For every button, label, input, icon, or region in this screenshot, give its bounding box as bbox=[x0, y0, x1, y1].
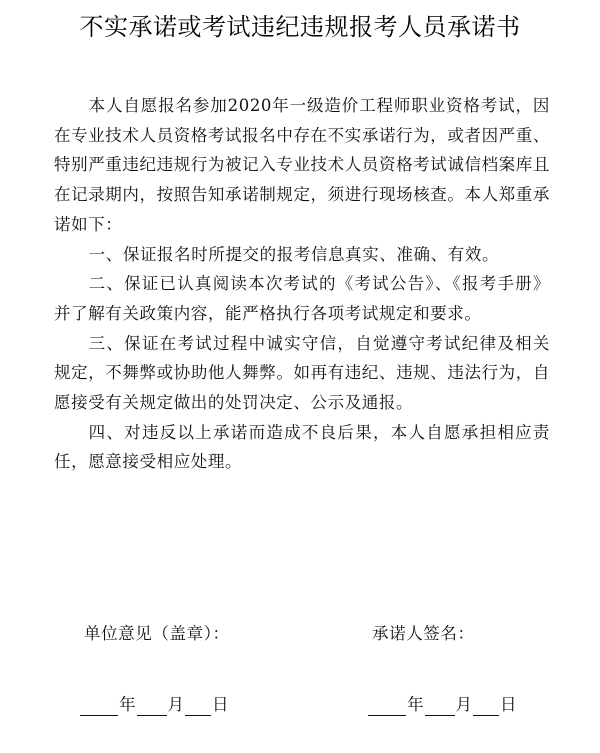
month-label: 月 bbox=[167, 695, 184, 714]
day-label: 日 bbox=[212, 695, 229, 714]
month-blank bbox=[137, 695, 167, 716]
year-label: 年 bbox=[119, 695, 136, 714]
year-blank bbox=[80, 695, 118, 716]
document-body bbox=[54, 91, 550, 477]
year-blank bbox=[368, 695, 406, 716]
document-title: 不实承诺或考试违纪违规报考人员承诺书 bbox=[79, 13, 521, 41]
pledger-signature-label: 承诺人签名： bbox=[372, 624, 475, 643]
intro-paragraph: 本人自愿报名参加2020年一级造价工程师职业资格考试，因在专业技术人员资格考试报名中存在不实承诺行为，或者因严重、特别严重违纪违规行为被记入专业技术人员资格考试诚信档案库且在记录期内，按照告知承诺制规定，须进行现场核查。本人郑重承诺如下： bbox=[54, 96, 550, 234]
unit-date bbox=[80, 694, 230, 716]
day-blank bbox=[185, 695, 211, 716]
year-label: 年 bbox=[407, 695, 424, 714]
date-row bbox=[0, 694, 600, 724]
month-blank bbox=[425, 695, 455, 716]
signature-row bbox=[0, 620, 600, 650]
pledge-item-1: 一、保证报名时所提交的报考信息真实、准确、有效。 bbox=[88, 244, 500, 264]
day-blank bbox=[473, 695, 499, 716]
pledge-item-3: 三、保证在考试过程中诚实守信，自觉遵守考试纪律及相关规定，不舞弊或协助他人舞弊。如再有违纪、违规、违法行为，自愿接受有关规定做出的处罚决定、公示及通报。 bbox=[54, 333, 550, 413]
day-label: 日 bbox=[500, 695, 517, 714]
pledge-item-4: 四、对违反以上承诺而造成不良后果，本人自愿承担相应责任，愿意接受相应处理。 bbox=[54, 422, 550, 472]
unit-opinion-label: 单位意见（盖章）： bbox=[84, 624, 230, 643]
month-label: 月 bbox=[455, 695, 472, 714]
pledge-item-2: 二、保证已认真阅读本次考试的《考试公告》、《报考手册》并了解有关政策内容，能严格执行各项考试规定和要求。 bbox=[54, 274, 550, 323]
pledger-date bbox=[368, 694, 518, 716]
